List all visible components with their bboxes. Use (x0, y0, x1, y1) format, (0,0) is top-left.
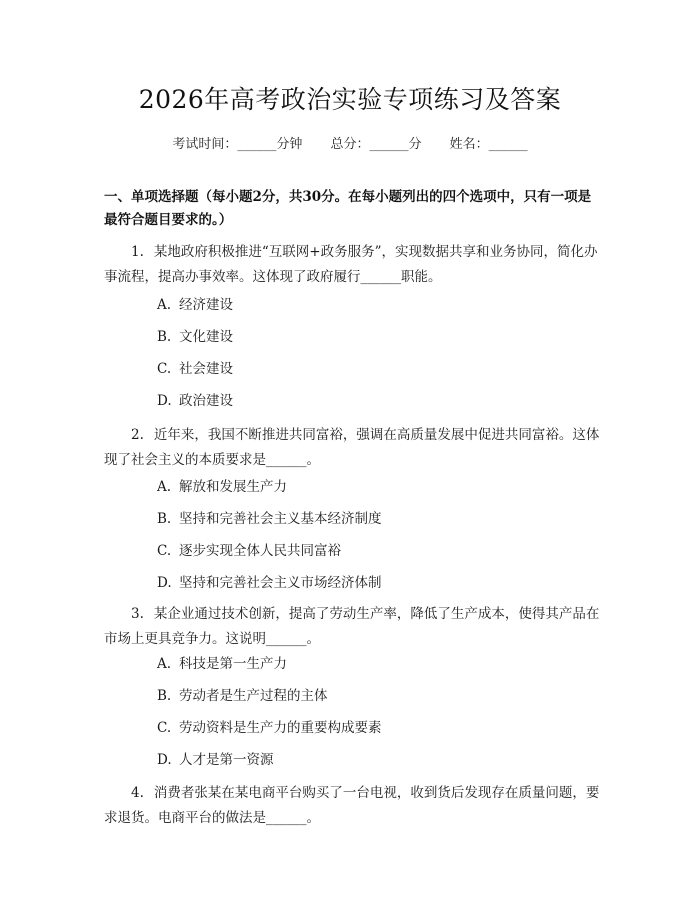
option-letter: D. (157, 752, 172, 768)
question-number: 2. (131, 427, 144, 443)
option-letter: B. (157, 329, 172, 345)
question-2 (104, 423, 602, 473)
section-heading: 一、单项选择题（每小题2分，共30分。在每小题列出的四个选项中，只有一项是最符合题目要求的。） (104, 189, 592, 228)
question-text: 某地政府积极推进“互联网+政务服务”，实现数据共享和业务协同，简化办事流程，提高办事效率。这体现了政府履行______职能。 (104, 244, 598, 285)
option-text: 经济建设 (179, 297, 233, 313)
option-text: 科技是第一生产力 (179, 656, 287, 672)
option-text: 人才是第一资源 (179, 752, 274, 768)
option-text: 社会建设 (179, 361, 233, 377)
question-2-option-c (157, 541, 341, 561)
question-number: 4. (131, 785, 144, 801)
option-letter: C. (157, 720, 172, 736)
question-3-option-b (157, 686, 328, 706)
option-text: 政治建设 (179, 393, 233, 409)
option-text: 坚持和完善社会主义市场经济体制 (179, 575, 382, 591)
question-text: 某企业通过技术创新，提高了劳动生产率，降低了生产成本，使得其产品在市场上更具竞争力。这说明______。 (104, 606, 600, 647)
document-title: 2026年高考政治实验专项练习及答案 (138, 85, 562, 114)
option-letter: A. (157, 297, 172, 313)
question-3 (104, 602, 602, 652)
option-letter: A. (157, 479, 172, 495)
exam-info-line (0, 133, 700, 152)
option-letter: B. (157, 688, 172, 704)
option-text: 逐步实现全体人民共同富裕 (179, 543, 341, 559)
question-3-option-d (157, 750, 274, 770)
option-letter: A. (157, 656, 172, 672)
question-number: 1. (131, 244, 144, 260)
question-3-option-a (157, 654, 287, 674)
exam-name-field: 姓名：______ (449, 137, 528, 152)
question-1-option-d (157, 391, 233, 411)
option-text: 坚持和完善社会主义基本经济制度 (179, 511, 382, 527)
question-1-option-b (157, 327, 233, 347)
exam-score-field: 总分：______分 (330, 137, 422, 152)
question-number: 3. (131, 606, 144, 622)
question-2-option-a (157, 477, 287, 497)
option-text: 解放和发展生产力 (179, 479, 287, 495)
question-2-option-d (157, 573, 382, 593)
option-letter: C. (157, 361, 172, 377)
question-3-option-c (157, 718, 382, 738)
question-1-option-a (157, 295, 233, 315)
option-text: 劳动资料是生产力的重要构成要素 (179, 720, 382, 736)
question-1-option-c (157, 359, 233, 379)
option-letter: C. (157, 543, 172, 559)
question-text: 消费者张某在某电商平台购买了一台电视，收到货后发现存在质量问题，要求退货。电商平台的做法是______。 (104, 785, 600, 826)
question-1 (104, 240, 602, 290)
option-letter: D. (157, 575, 172, 591)
option-letter: B. (157, 511, 172, 527)
question-text: 近年来，我国不断推进共同富裕，强调在高质量发展中促进共同富裕。这体现了社会主义的本质要求是______。 (104, 427, 600, 468)
exam-time-field: 考试时间：______分钟 (172, 137, 303, 152)
option-letter: D. (157, 393, 172, 409)
question-4 (104, 781, 602, 831)
option-text: 劳动者是生产过程的主体 (179, 688, 328, 704)
question-2-option-b (157, 509, 382, 529)
option-text: 文化建设 (179, 329, 233, 345)
